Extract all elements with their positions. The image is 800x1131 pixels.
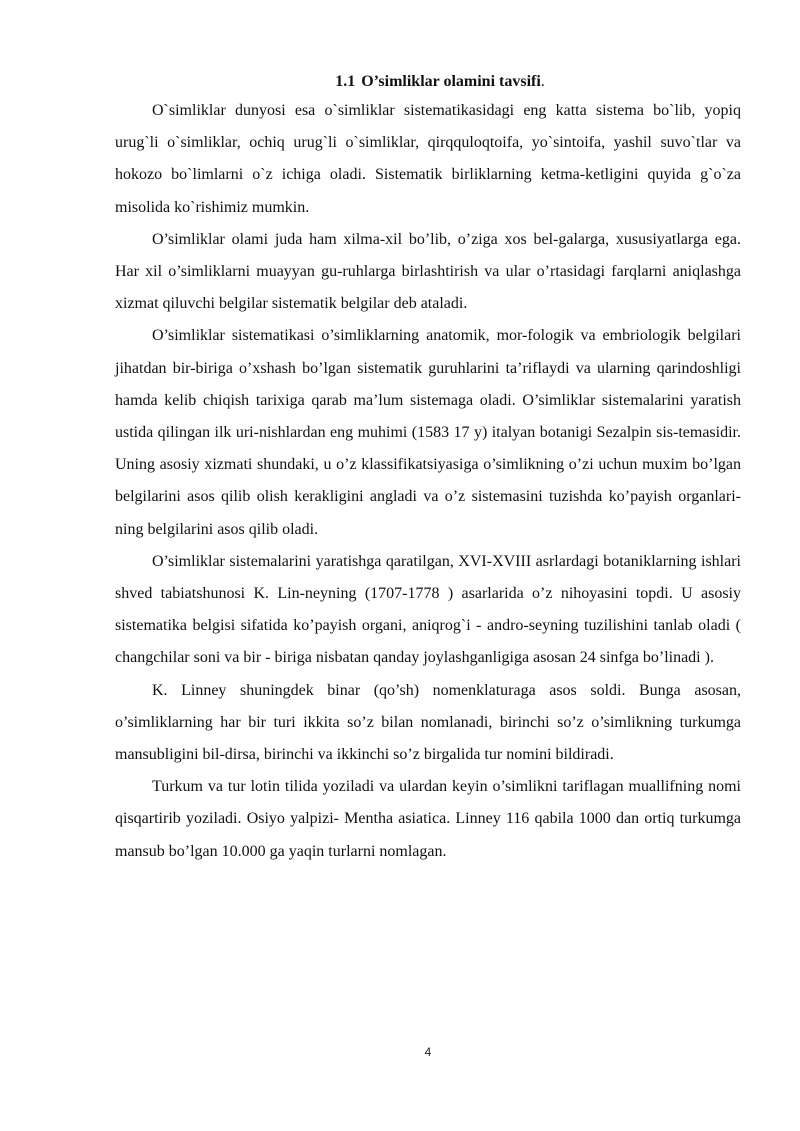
paragraph-1: O`simliklar dunyosi esa o`simliklar sistematikasidagi eng katta sistema bo`lib, yopiq urug`li o`simliklar, ochiq urug`li o`simliklar, qirqquloqtoifa, yo`sintoifa, yashil suvo`tlar va hokozo bo`limlarni o`z ichiga oladi. Sistematik birliklarning ketma-ketligini quyida g`o`za misolida ko`rishimiz mumkin.: [115, 102, 741, 216]
paragraph-5: K. Linney shuningdek binar (qo’sh) nomenklaturaga asos soldi. Bunga asosan, o’simliklarning har bir turi ikkita so’z bilan nomlanadi, birinchi so’z o’simlikning turkumga mansubligini bil-dirsa, birinchi va ikkinchi so’z birgalida tur nomini bildiradi.: [115, 681, 741, 764]
section-title-period: .: [540, 73, 545, 90]
paragraph-2: O’simliklar olami juda ham xilma-xil bo’lib, o’ziga xos bel-galarga, xususiyatlarga ega. Har xil o’simliklarni muayyan gu-ruhlarga birlashtirish va ular o’rtasidagi farqlarni aniqlashga xizmat qiluvchi belgilar sistematik belgilar deb ataladi.: [115, 230, 741, 313]
paragraph-6: Turkum va tur lotin tilida yoziladi va ulardan keyin o’simlikni tariflagan muallifning nomi qisqartirib yoziladi. Osiyo yalpizi- Mentha asiatica. Linney 116 qabila 1000 dan ortiq turkumga mansub bo’lgan 10.000 ga yaqin turlarni nomlagan.: [115, 778, 741, 860]
section-heading: [115, 72, 741, 92]
page-number: 4: [424, 1045, 432, 1059]
paragraph-3: O’simliklar sistematikasi o’simliklarning anatomik, mor-fologik va embriologik belgilari jihatdan bir-biriga o’xshash bo’lgan sistematik guruhlarini ta’riflaydi va ularning qarindoshligi hamda kelib chiqish tarixiga qarab ma’lum sistemaga oladi. O’simliklar sistemalarini yaratish ustida qilingan ilk uri-nishlardan eng muhimi (1583 17 y) italyan botanigi Sezalpin sis-temasidir. Uning asosiy xizmati shundaki, u o’z klassifikatsiyasiga o’simlikning o’zi uchun muxim bo’lgan belgilarini asos qilib olish kerakligini angladi va o’z sistemasini tuzishda ko’payish organlari-ning belgilarini asos qilib oladi.: [115, 327, 741, 538]
section-title: O’simliklar olamini tavsifi: [361, 73, 541, 90]
paragraph-4: O’simliklar sistemalarini yaratishga qaratilgan, XVI-XVIII asrlardagi botaniklarning ishlari shved tabiatshunosi K. Lin-neyning (1707-1778 ) asarlarida o’z nihoyasini topdi. U asosiy sistematika belgisi sifatida ko’payish organi, aniqrog`i - andro-seyning tuzilishini tanlab oladi ( changchilar soni va bir - biriga nisbatan qanday joylashganligiga asosan 24 sinfga bo’linadi ).: [115, 552, 741, 667]
document-page: [115, 72, 741, 868]
section-number: 1.1: [335, 73, 356, 90]
